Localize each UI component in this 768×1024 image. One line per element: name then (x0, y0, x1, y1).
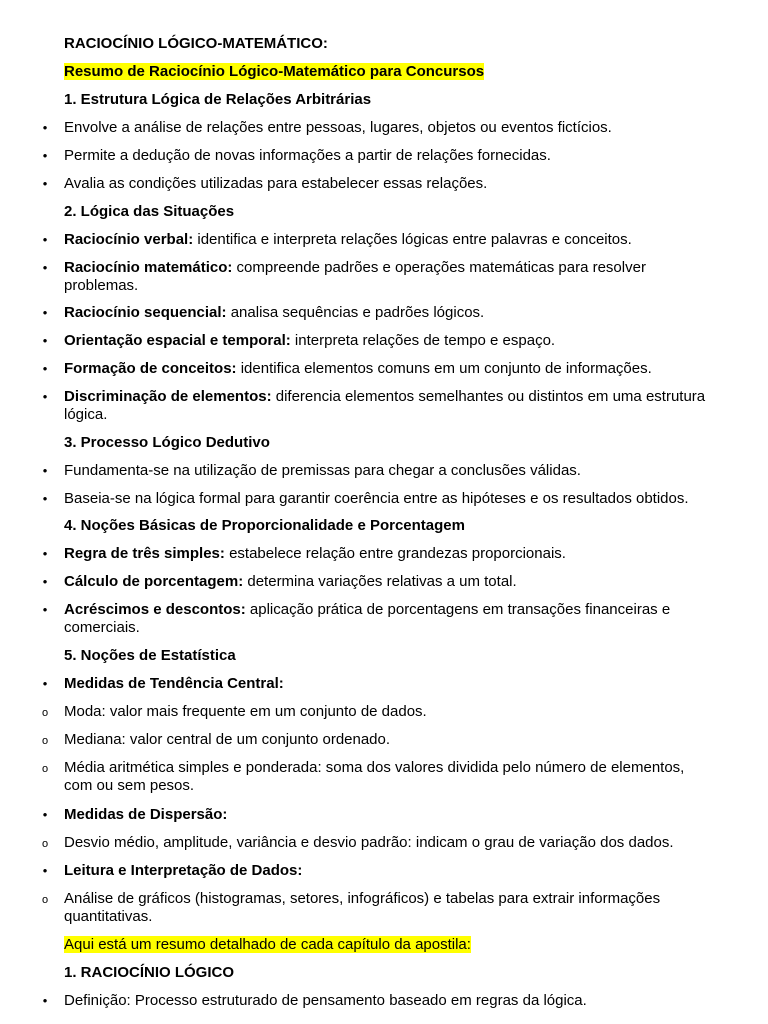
list-item (42, 462, 714, 480)
item-text: estabelece relação entre grandezas proporcionais. (224, 545, 566, 562)
sub-item-text: Desvio médio, amplitude, variância e desvio padrão: indicam o grau de variação dos dados. (64, 834, 674, 851)
item-text: Permite a dedução de novas informações a partir de relações fornecidas. (64, 147, 551, 164)
intro-highlight-text: Resumo de Raciocínio Lógico-Matemático para Concursos (64, 63, 485, 80)
bullet-icon: • (42, 863, 48, 878)
item-lead: Regra de três simples: (64, 545, 225, 562)
item-text: aplicação prática de porcentagens em transações financeiras e comerciais. (64, 601, 671, 636)
bullet-icon: • (42, 574, 48, 589)
list-item (42, 119, 714, 137)
sub-item-text: Média aritmética simples e ponderada: soma dos valores dividida pelo número de elementos, com ou sem pesos. (64, 759, 685, 794)
item-lead: Cálculo de porcentagem: (64, 573, 244, 590)
bullet-icon: • (42, 232, 48, 247)
circle-bullet-icon: o (41, 763, 49, 775)
list-item (42, 862, 714, 880)
circle-bullet-icon: o (41, 707, 49, 719)
item-lead: Raciocínio sequencial: (64, 304, 227, 321)
section-heading-5: 5. Noções de Estatística (64, 647, 236, 664)
item-text: compreende padrões e operações matemáticas para resolver problemas. (64, 259, 646, 294)
item-text: Fundamenta-se na utilização de premissas para chegar a conclusões válidas. (64, 462, 581, 479)
section-heading-4: 4. Noções Básicas de Proporcionalidade e Porcentagem (64, 517, 465, 534)
summary-highlight (64, 936, 714, 954)
item-lead: Discriminação de elementos: (64, 388, 272, 405)
group-title: Leitura e Interpretação de Dados: (64, 862, 303, 879)
sub-list-item (41, 759, 714, 795)
item-lead: Acréscimos e descontos: (64, 601, 246, 618)
list-item (42, 601, 714, 637)
item-text: analisa sequências e padrões lógicos. (226, 304, 485, 321)
list-item (42, 806, 714, 824)
item-text: Envolve a análise de relações entre pessoas, lugares, objetos ou eventos fictícios. (64, 119, 612, 136)
circle-bullet-icon: o (41, 838, 49, 850)
bullet-icon: • (42, 120, 48, 135)
sub-list-item (41, 890, 714, 926)
bullet-icon: • (42, 260, 48, 275)
sub-item-text: Moda: valor mais frequente em um conjunto de dados. (64, 703, 427, 720)
bullet-icon: • (42, 333, 48, 348)
bullet-icon: • (42, 676, 48, 691)
bullet-icon: • (42, 807, 48, 822)
chapter-heading: 1. RACIOCÍNIO LÓGICO (64, 964, 235, 981)
item-lead: Raciocínio verbal: (64, 231, 194, 248)
item-text: Definição: Processo estruturado de pensamento baseado em regras da lógica. (64, 992, 587, 1009)
bullet-icon: • (42, 305, 48, 320)
bullet-icon: • (42, 491, 48, 506)
list-item (42, 545, 714, 563)
bullet-icon: • (42, 463, 48, 478)
intro-highlight (64, 63, 714, 81)
section-heading-3: 3. Processo Lógico Dedutivo (64, 434, 270, 451)
list-item (42, 304, 714, 322)
summary-highlight-text: Aqui está um resumo detalhado de cada capítulo da apostila: (64, 936, 471, 953)
item-lead: Orientação espacial e temporal: (64, 332, 291, 349)
list-item (42, 332, 714, 350)
bullet-icon: • (42, 389, 48, 404)
bullet-icon: • (42, 602, 48, 617)
item-text: identifica e interpreta relações lógicas entre palavras e conceitos. (193, 231, 632, 248)
item-text: Baseia-se na lógica formal para garantir coerência entre as hipóteses e os resultados obtidos. (64, 490, 689, 507)
list-item (42, 675, 714, 693)
list-item (42, 388, 714, 424)
bullet-icon: • (42, 546, 48, 561)
list-item (42, 175, 714, 193)
item-text: Avalia as condições utilizadas para estabelecer essas relações. (64, 175, 488, 192)
sub-list-item (41, 703, 714, 721)
bullet-icon: • (42, 993, 48, 1008)
item-text: identifica elementos comuns em um conjunto de informações. (236, 360, 652, 377)
item-lead: Formação de conceitos: (64, 360, 237, 377)
document-title: RACIOCÍNIO LÓGICO-MATEMÁTICO: (64, 35, 328, 52)
item-text: diferencia elementos semelhantes ou distintos em uma estrutura lógica. (64, 388, 706, 423)
item-lead: Raciocínio matemático: (64, 259, 233, 276)
sub-item-text: Análise de gráficos (histogramas, setores, infográficos) e tabelas para extrair informações quantitativas. (64, 890, 661, 925)
list-item (42, 360, 714, 378)
group-title: Medidas de Dispersão: (64, 806, 228, 823)
sub-list-item (41, 731, 714, 749)
circle-bullet-icon: o (41, 894, 49, 906)
bullet-icon: • (42, 361, 48, 376)
list-item (42, 573, 714, 591)
item-text: interpreta relações de tempo e espaço. (290, 332, 556, 349)
sub-item-text: Mediana: valor central de um conjunto ordenado. (64, 731, 391, 748)
list-item (42, 992, 714, 1010)
list-item (42, 490, 744, 508)
list-item (42, 259, 714, 295)
section-heading-1: 1. Estrutura Lógica de Relações Arbitrárias (64, 91, 372, 108)
group-title: Medidas de Tendência Central: (64, 675, 284, 692)
bullet-icon: • (42, 148, 48, 163)
item-text: determina variações relativas a um total. (243, 573, 517, 590)
list-item (42, 147, 714, 165)
section-heading-2: 2. Lógica das Situações (64, 203, 235, 220)
list-item (42, 231, 714, 249)
bullet-icon: • (42, 176, 48, 191)
circle-bullet-icon: o (41, 735, 49, 747)
sub-list-item (41, 834, 714, 852)
